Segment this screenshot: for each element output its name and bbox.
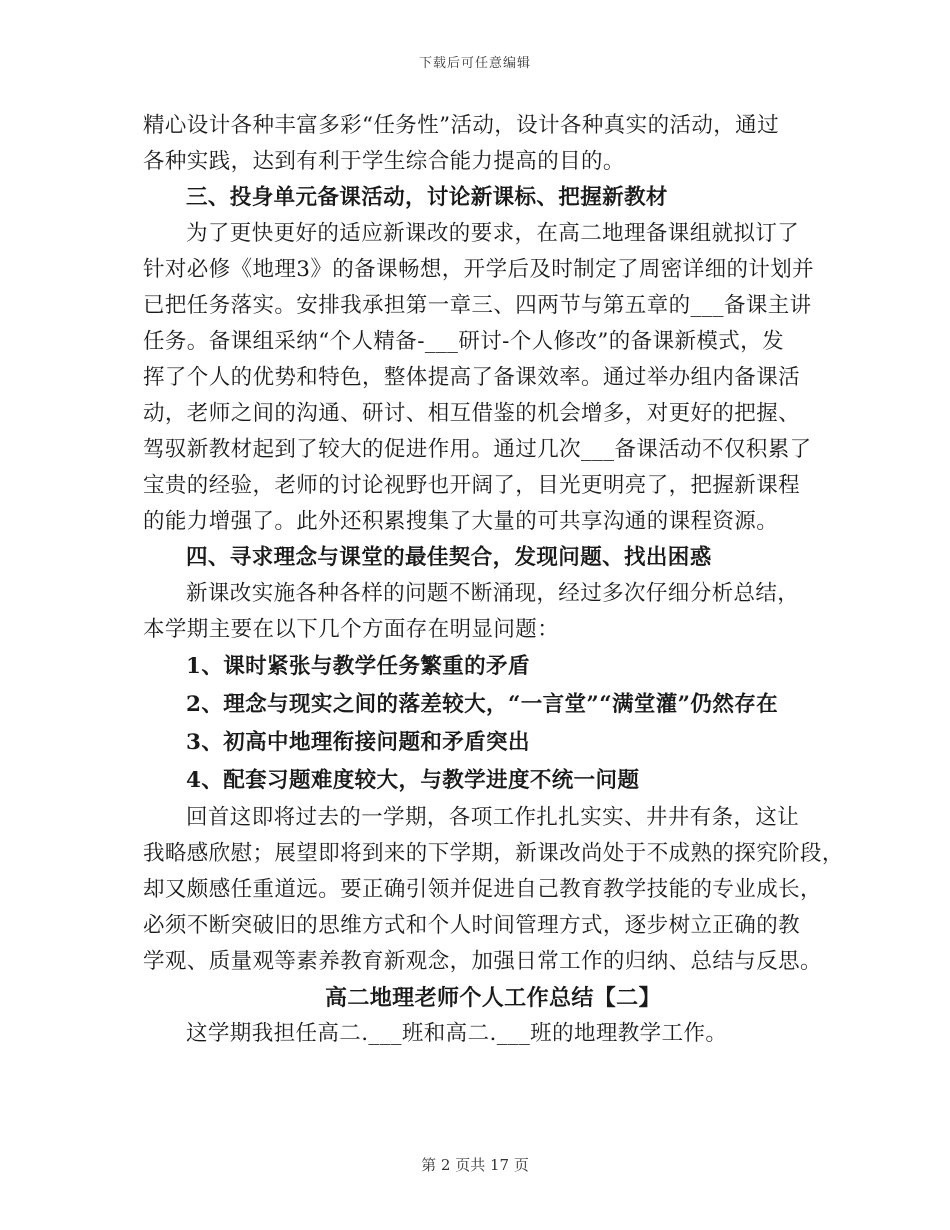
paragraph-line: 新课改实施各种各样的问题不断涌现，经过多次仔细分析总结， [186, 581, 800, 606]
paragraph-line: 驾驭新教材起到了较大的促进作用。通过几次___备课活动不仅积累了 [143, 437, 812, 462]
paragraph-line: 却又颇感任重道远。要正确引领并促进自己教育教学技能的专业成长， [143, 877, 822, 902]
paragraph-line: 各种实践，达到有利于学生综合能力提高的目的。 [143, 149, 625, 174]
issue-item: 4、配套习题难度较大，与教学进度不统一问题 [186, 768, 640, 793]
issue-item: 2、理念与现实之间的落差较大，“一言堂”“满堂灌”仍然存在 [186, 692, 779, 717]
page-header: 下载后可任意编辑 [418, 56, 531, 71]
section-title: 高二地理老师个人工作总结【二】 [324, 985, 661, 1011]
paragraph-line: 学观、质量观等素养教育新观念，加强日常工作的归纳、总结与反思。 [143, 949, 822, 974]
paragraph-line: 的能力增强了。此外还积累搜集了大量的可共享沟通的课程资源。 [143, 509, 779, 534]
paragraph-line: 为了更快更好的适应新课改的要求，在高二地理备课组就拟订了 [186, 221, 800, 246]
section-heading-4: 四、寻求理念与课堂的最佳契合，发现问题、找出困惑 [186, 545, 712, 570]
paragraph-line: 已把任务落实。安排我承担第一章三、四两节与第五章的___备课主讲 [143, 293, 812, 318]
paragraph-line: 动，老师之间的沟通、研讨、相互借鉴的机会增多，对更好的把握、 [143, 401, 801, 426]
paragraph-line: 针对必修《地理3》的备课畅想，开学后及时制定了周密详细的计划并 [143, 257, 815, 282]
issue-item: 3、初高中地理衔接问题和矛盾突出 [186, 730, 530, 755]
document-body [143, 108, 844, 1052]
paragraph-line: 本学期主要在以下几个方面存在明显问题： [143, 617, 560, 642]
issue-item: 1、课时紧张与教学任务繁重的矛盾 [186, 654, 530, 679]
paragraph-line: 这学期我担任高二.___班和高二.___班的地理教学工作。 [186, 1021, 728, 1046]
page-footer: 第 2 页共 17 页 [421, 1156, 529, 1174]
section-heading-3: 三、投身单元备课活动，讨论新课标、把握新教材 [186, 185, 668, 210]
paragraph-line: 宝贵的经验，老师的讨论视野也开阔了，目光更明亮了，把握新课程 [143, 473, 801, 498]
paragraph-line: 回首这即将过去的一学期，各项工作扎扎实实、井井有条，这让 [186, 805, 800, 830]
paragraph-line: 必须不断突破旧的思维方式和个人时间管理方式，逐步树立正确的教 [143, 913, 801, 938]
paragraph-line: 挥了个人的优势和特色，整体提高了备课效率。通过举办组内备课活 [143, 365, 801, 390]
paragraph-line: 精心设计各种丰富多彩“任务性”活动，设计各种真实的活动，通过 [143, 113, 779, 138]
paragraph-line: 我略感欣慰；展望即将到来的下学期，新课改尚处于不成熟的探究阶段， [143, 841, 844, 866]
paragraph-line: 任务。备课组采纳“个人精备-___研讨-个人修改”的备课新模式，发 [143, 329, 784, 354]
